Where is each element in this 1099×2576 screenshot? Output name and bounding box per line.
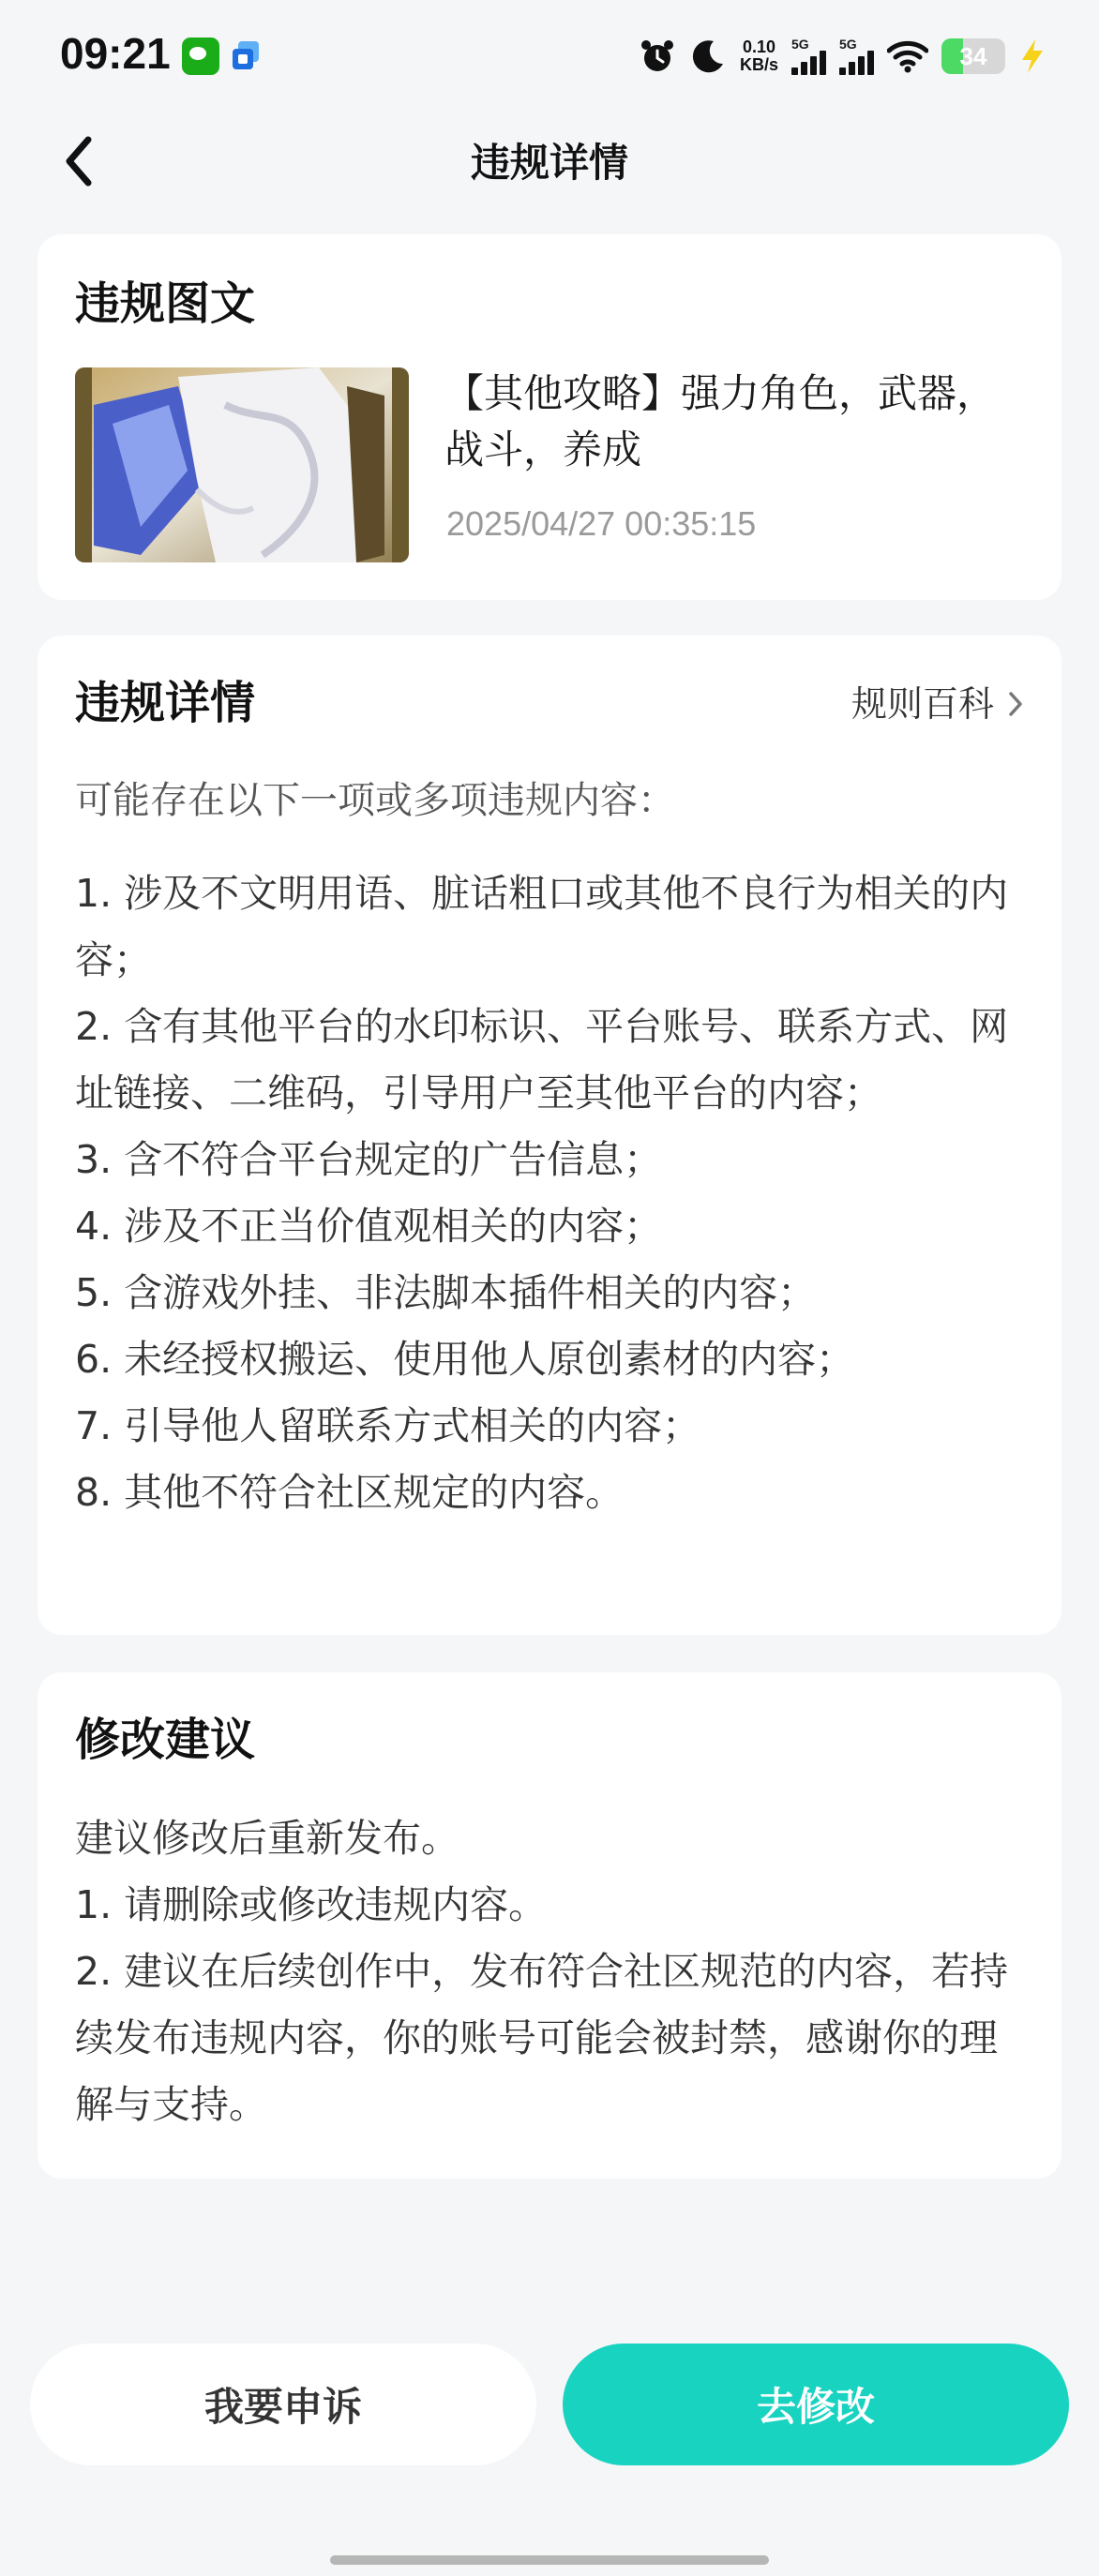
status-time: 09:21 xyxy=(60,29,171,78)
post-thumbnail[interactable] xyxy=(75,367,409,562)
wechat-icon xyxy=(182,37,219,75)
card-title: 违规图文 xyxy=(75,277,256,330)
network-speed xyxy=(740,38,778,74)
app-header xyxy=(0,112,1099,212)
alarm-icon xyxy=(639,37,676,75)
violation-detail-card xyxy=(38,636,1061,1635)
signal-label: 5G xyxy=(791,37,809,52)
suggestion-line: 2. 建议在后续创作中，发布符合社区规范的内容，若持续发布违规内容，你的账号可能会被封禁，感谢你的理解与支持。 xyxy=(75,1949,1009,2127)
card-title: 违规详情 xyxy=(75,677,256,729)
suggestion-line: 1. 请删除或修改违规内容。 xyxy=(75,1882,548,1927)
rules-encyclopedia-link[interactable] xyxy=(851,681,1024,727)
list-item: 6. 未经授权搬运、使用他人原创素材的内容； xyxy=(75,1337,855,1382)
suggestion-text xyxy=(75,1805,1024,2138)
signal-icon xyxy=(839,37,874,75)
app-notification-icon xyxy=(231,37,266,73)
battery-icon xyxy=(941,38,1005,74)
battery-level: 34 xyxy=(959,42,987,70)
list-item: 4. 涉及不正当价值观相关的内容； xyxy=(75,1204,663,1249)
post-timestamp: 2025/04/27 00:35:15 xyxy=(446,504,757,543)
home-indicator[interactable] xyxy=(330,2555,769,2565)
list-item: 1. 涉及不文明用语、脏话粗口或其他不良行为相关的内容； xyxy=(75,871,1009,982)
list-item: 7. 引导他人留联系方式相关的内容； xyxy=(75,1403,701,1448)
list-item: 8. 其他不符合社区规定的内容。 xyxy=(75,1470,625,1515)
violation-list xyxy=(75,861,1024,1526)
network-speed-unit: KB/s xyxy=(739,55,778,74)
status-bar xyxy=(0,0,1099,112)
appeal-button[interactable]: 我要申诉 xyxy=(30,2344,536,2465)
list-item: 3. 含不符合平台规定的广告信息； xyxy=(75,1137,663,1182)
suggestion-line: 建议修改后重新发布。 xyxy=(75,1816,459,1861)
wifi-icon xyxy=(887,37,928,75)
rules-link-label: 规则百科 xyxy=(851,683,994,725)
moon-icon xyxy=(689,37,727,75)
violating-post-card xyxy=(38,234,1061,600)
network-speed-value: 0.10 xyxy=(742,37,776,56)
charging-icon xyxy=(1018,37,1046,75)
post-title[interactable]: 【其他攻略】强力角色，武器，战斗，养成 xyxy=(444,370,997,472)
signal-label: 5G xyxy=(839,37,857,52)
modify-button[interactable]: 去修改 xyxy=(563,2344,1069,2465)
modification-suggestion-card xyxy=(38,1672,1061,2179)
list-item: 2. 含有其他平台的水印标识、平台账号、联系方式、网址链接、二维码，引导用户至其他平台的内容； xyxy=(75,1004,1009,1116)
card-title: 修改建议 xyxy=(75,1714,256,1766)
signal-icon xyxy=(791,37,826,75)
list-item: 5. 含游戏外挂、非法脚本插件相关的内容； xyxy=(75,1270,817,1315)
page-title: 违规详情 xyxy=(470,140,628,186)
violation-intro: 可能存在以下一项或多项违规内容： xyxy=(75,779,675,822)
chevron-right-icon xyxy=(1007,690,1024,718)
